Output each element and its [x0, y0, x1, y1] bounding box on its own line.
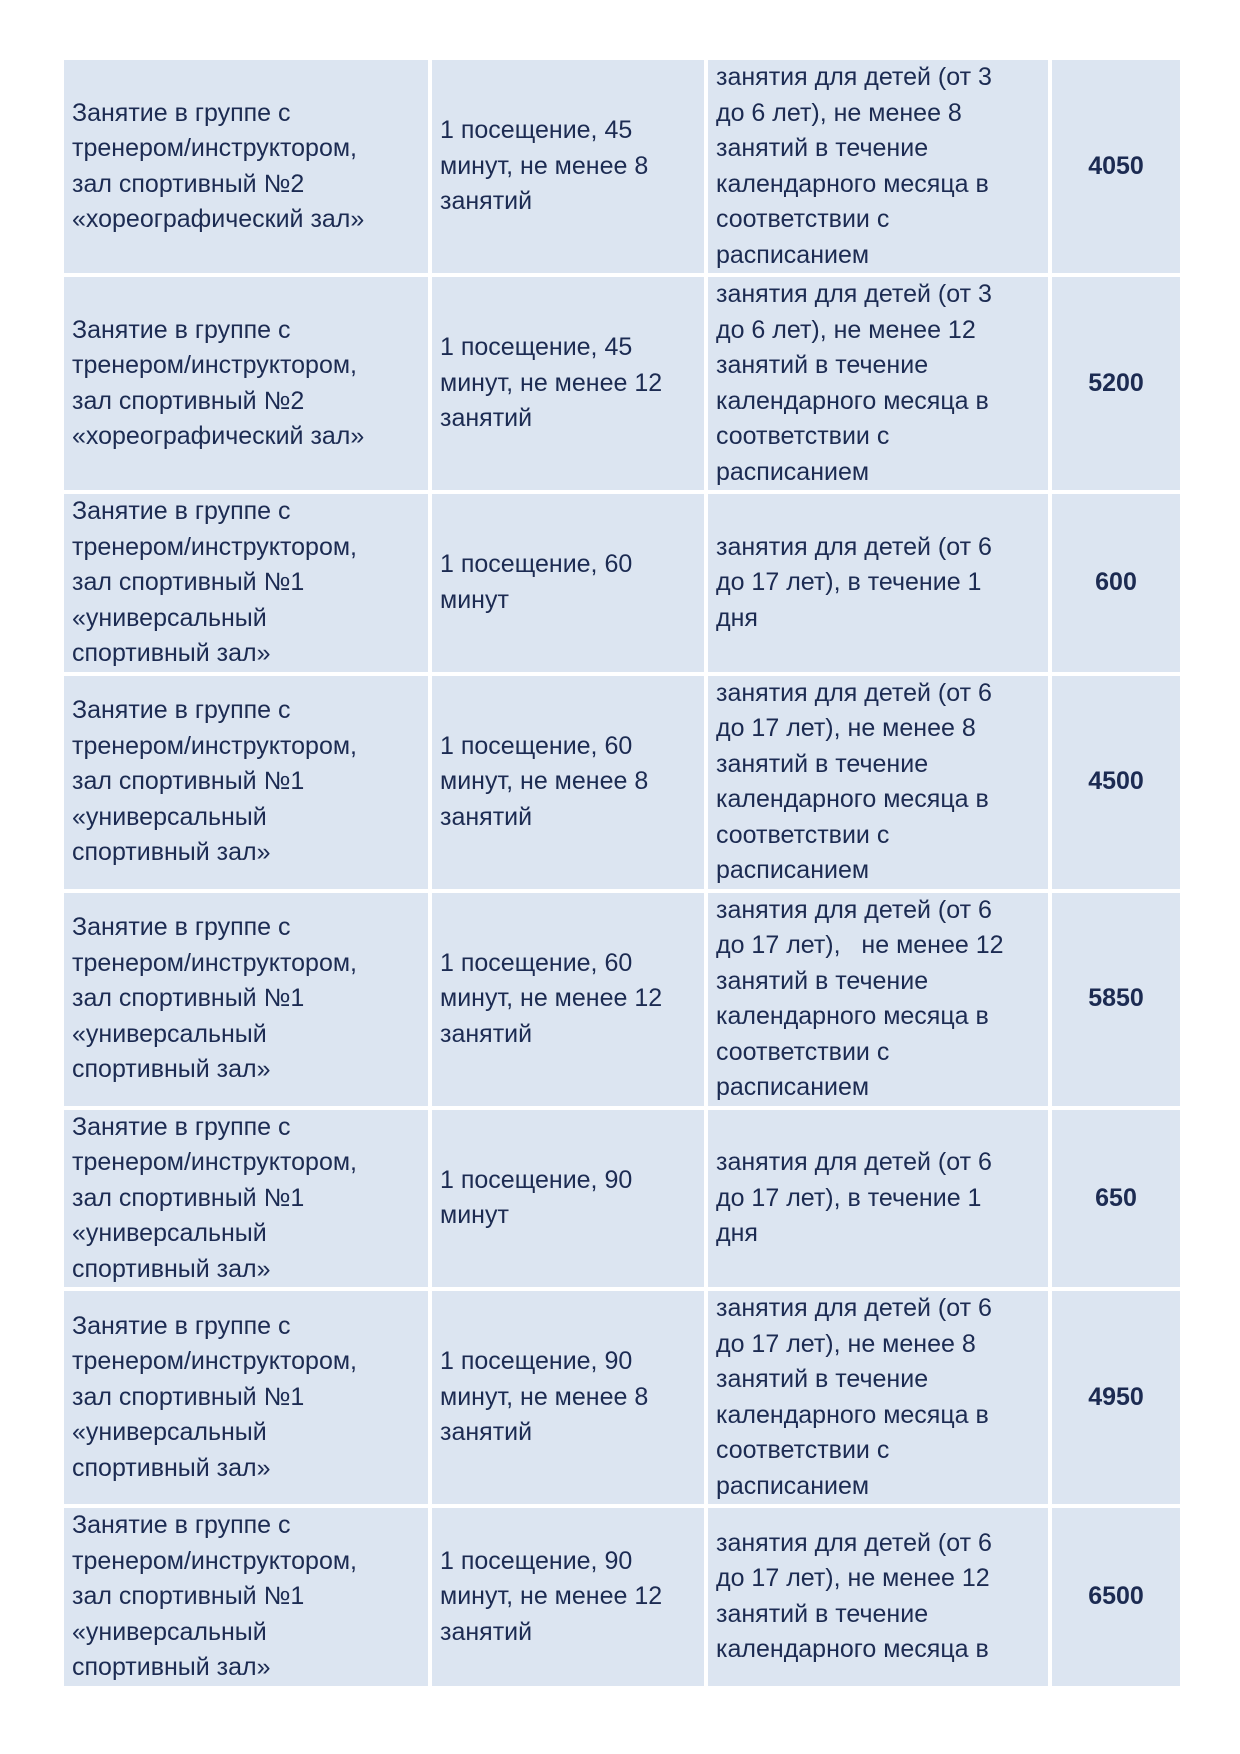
conditions-line: календарного месяца в — [716, 169, 989, 198]
table-row — [64, 277, 1180, 490]
duration-line: 1 посещение, 60 — [440, 731, 633, 760]
conditions-line: соответствии с — [716, 422, 890, 450]
duration-line: минут, не менее 8 — [440, 1382, 649, 1411]
price-cell: 4500 — [1052, 676, 1180, 889]
table-row — [64, 1291, 1180, 1504]
price-cell: 6500 — [1052, 1508, 1180, 1686]
duration-cell — [432, 676, 704, 889]
duration-line: 1 посещение, 45 — [440, 116, 633, 145]
conditions-line: расписанием — [716, 1073, 870, 1101]
duration-line: минут — [440, 585, 509, 614]
conditions-line: занятий в течение — [716, 134, 929, 162]
duration-line: 1 посещение, 90 — [440, 1165, 633, 1194]
conditions-cell — [708, 1110, 1048, 1288]
duration-line: 1 посещение, 90 — [440, 1546, 633, 1575]
conditions-line: до 17 лет), в течение 1 — [716, 568, 982, 596]
conditions-cell — [708, 676, 1048, 889]
price-table — [60, 56, 1184, 1690]
service-cell — [64, 676, 428, 889]
service-line: «универсальный — [72, 1418, 267, 1447]
service-cell — [64, 1110, 428, 1288]
service-line: «универсальный — [72, 1019, 267, 1048]
duration-line: 1 посещение, 60 — [440, 948, 633, 977]
conditions-line: занятия для детей (от 6 — [716, 895, 992, 924]
table-row — [64, 676, 1180, 889]
duration-line: минут, не менее 12 — [440, 368, 663, 397]
conditions-cell — [708, 1508, 1048, 1686]
service-line: «хореографический зал» — [72, 422, 365, 450]
conditions-line: расписанием — [716, 240, 870, 269]
conditions-line: до 17 лет), не менее 8 — [716, 1329, 976, 1358]
conditions-line: занятия для детей (от 6 — [716, 1294, 992, 1322]
duration-cell — [432, 1508, 704, 1686]
service-line: зал спортивный №1 — [72, 1183, 305, 1212]
service-line: Занятие в группе с — [72, 98, 291, 127]
conditions-line: соответствии с — [716, 820, 890, 849]
table-row — [64, 1110, 1180, 1288]
service-line: тренером/инструктором, — [72, 731, 357, 760]
conditions-line: до 6 лет), не менее 8 — [716, 98, 962, 127]
service-line: Занятие в группе с — [72, 913, 291, 942]
service-line: зал спортивный №1 — [72, 568, 305, 596]
conditions-line: занятий в течение — [716, 1365, 929, 1393]
conditions-line: расписанием — [716, 1471, 870, 1500]
duration-line: занятий — [440, 1418, 533, 1447]
service-line: спортивный зал» — [72, 838, 271, 867]
service-line: зал спортивный №2 — [72, 169, 305, 198]
conditions-line: занятий в течение — [716, 351, 929, 379]
duration-line: минут, не менее 12 — [440, 1582, 663, 1610]
conditions-cell — [708, 494, 1048, 672]
table-row — [64, 494, 1180, 672]
price-cell: 650 — [1052, 1110, 1180, 1288]
table-row — [64, 893, 1180, 1106]
conditions-line: занятий в течение — [716, 966, 929, 995]
table-row — [64, 60, 1180, 273]
conditions-line: расписанием — [716, 457, 870, 486]
service-line: зал спортивный №1 — [72, 1382, 305, 1411]
service-line: «хореографический зал» — [72, 205, 365, 233]
duration-line: занятий — [440, 802, 533, 831]
service-cell — [64, 1291, 428, 1504]
duration-cell — [432, 277, 704, 490]
conditions-cell — [708, 893, 1048, 1106]
service-line: зал спортивный №1 — [72, 984, 305, 1013]
conditions-line: занятия для детей (от 3 — [716, 63, 992, 91]
service-line: спортивный зал» — [72, 1653, 271, 1681]
service-line: тренером/инструктором, — [72, 351, 357, 379]
price-cell: 600 — [1052, 494, 1180, 672]
duration-cell — [432, 494, 704, 672]
duration-cell — [432, 1110, 704, 1288]
service-line: спортивный зал» — [72, 1254, 271, 1283]
conditions-line: календарного месяца в — [716, 1400, 989, 1429]
price-cell: 5850 — [1052, 893, 1180, 1106]
conditions-line: расписанием — [716, 856, 870, 884]
service-line: спортивный зал» — [72, 1055, 271, 1084]
service-cell — [64, 494, 428, 672]
conditions-cell — [708, 60, 1048, 273]
service-line: тренером/инструктором, — [72, 1148, 357, 1176]
service-line: «универсальный — [72, 1617, 267, 1646]
conditions-line: соответствии с — [716, 205, 890, 233]
duration-cell — [432, 893, 704, 1106]
duration-line: занятий — [440, 404, 533, 433]
conditions-line: до 17 лет), не менее 12 — [716, 1564, 990, 1593]
service-line: зал спортивный №2 — [72, 386, 305, 415]
duration-line: занятий — [440, 1617, 533, 1646]
service-cell — [64, 277, 428, 490]
service-line: тренером/инструктором, — [72, 134, 357, 162]
service-cell — [64, 1508, 428, 1686]
duration-line: 1 посещение, 60 — [440, 550, 633, 579]
duration-line: минут, не менее 12 — [440, 984, 663, 1013]
service-line: зал спортивный №1 — [72, 767, 305, 796]
service-line: Занятие в группе с — [72, 497, 291, 525]
conditions-cell — [708, 1291, 1048, 1504]
service-line: тренером/инструктором, — [72, 1347, 357, 1376]
conditions-line: дня — [716, 603, 758, 632]
conditions-line: до 6 лет), не менее 12 — [716, 315, 976, 344]
conditions-line: занятий в течение — [716, 1599, 929, 1628]
service-cell — [64, 60, 428, 273]
service-line: тренером/инструктором, — [72, 1546, 357, 1575]
conditions-line: до 17 лет), в течение 1 — [716, 1183, 982, 1212]
duration-cell — [432, 1291, 704, 1504]
service-line: Занятие в группе с — [72, 696, 291, 725]
service-line: зал спортивный №1 — [72, 1582, 305, 1610]
conditions-line: календарного месяца в — [716, 386, 989, 415]
service-line: Занятие в группе с — [72, 1112, 291, 1141]
service-line: «универсальный — [72, 1219, 267, 1247]
duration-cell — [432, 60, 704, 273]
price-cell: 4950 — [1052, 1291, 1180, 1504]
service-cell — [64, 893, 428, 1106]
service-line: Занятие в группе с — [72, 315, 291, 344]
conditions-cell — [708, 277, 1048, 490]
service-line: тренером/инструктором, — [72, 532, 357, 561]
conditions-line: соответствии с — [716, 1436, 890, 1464]
conditions-line: занятий в течение — [716, 749, 929, 778]
duration-line: 1 посещение, 45 — [440, 333, 633, 362]
conditions-line: соответствии с — [716, 1037, 890, 1066]
duration-line: занятий — [440, 1019, 533, 1048]
price-cell: 4050 — [1052, 60, 1180, 273]
service-line: Занятие в группе с — [72, 1511, 291, 1539]
service-line: «универсальный — [72, 802, 267, 831]
table-row — [64, 1508, 1180, 1686]
price-cell: 5200 — [1052, 277, 1180, 490]
service-line: спортивный зал» — [72, 639, 271, 667]
conditions-line: занятия для детей (от 6 — [716, 532, 992, 561]
conditions-line: календарного месяца в — [716, 785, 989, 813]
duration-line: 1 посещение, 90 — [440, 1347, 633, 1376]
conditions-line: до 17 лет), не менее 12 — [716, 931, 1004, 959]
service-line: «универсальный — [72, 603, 267, 632]
conditions-line: занятия для детей (от 6 — [716, 1528, 992, 1557]
conditions-line: занятия для детей (от 6 — [716, 1148, 992, 1176]
conditions-line: календарного месяца в — [716, 1635, 989, 1664]
conditions-line: до 17 лет), не менее 8 — [716, 714, 976, 742]
conditions-line: занятия для детей (от 3 — [716, 280, 992, 308]
service-line: спортивный зал» — [72, 1453, 271, 1482]
conditions-line: дня — [716, 1219, 758, 1247]
service-line: Занятие в группе с — [72, 1311, 291, 1340]
duration-line: минут, не менее 8 — [440, 151, 649, 180]
duration-line: минут — [440, 1201, 509, 1230]
conditions-line: календарного месяца в — [716, 1002, 989, 1030]
duration-line: минут, не менее 8 — [440, 767, 649, 796]
duration-line: занятий — [440, 187, 533, 216]
conditions-line: занятия для детей (от 6 — [716, 678, 992, 707]
service-line: тренером/инструктором, — [72, 948, 357, 977]
